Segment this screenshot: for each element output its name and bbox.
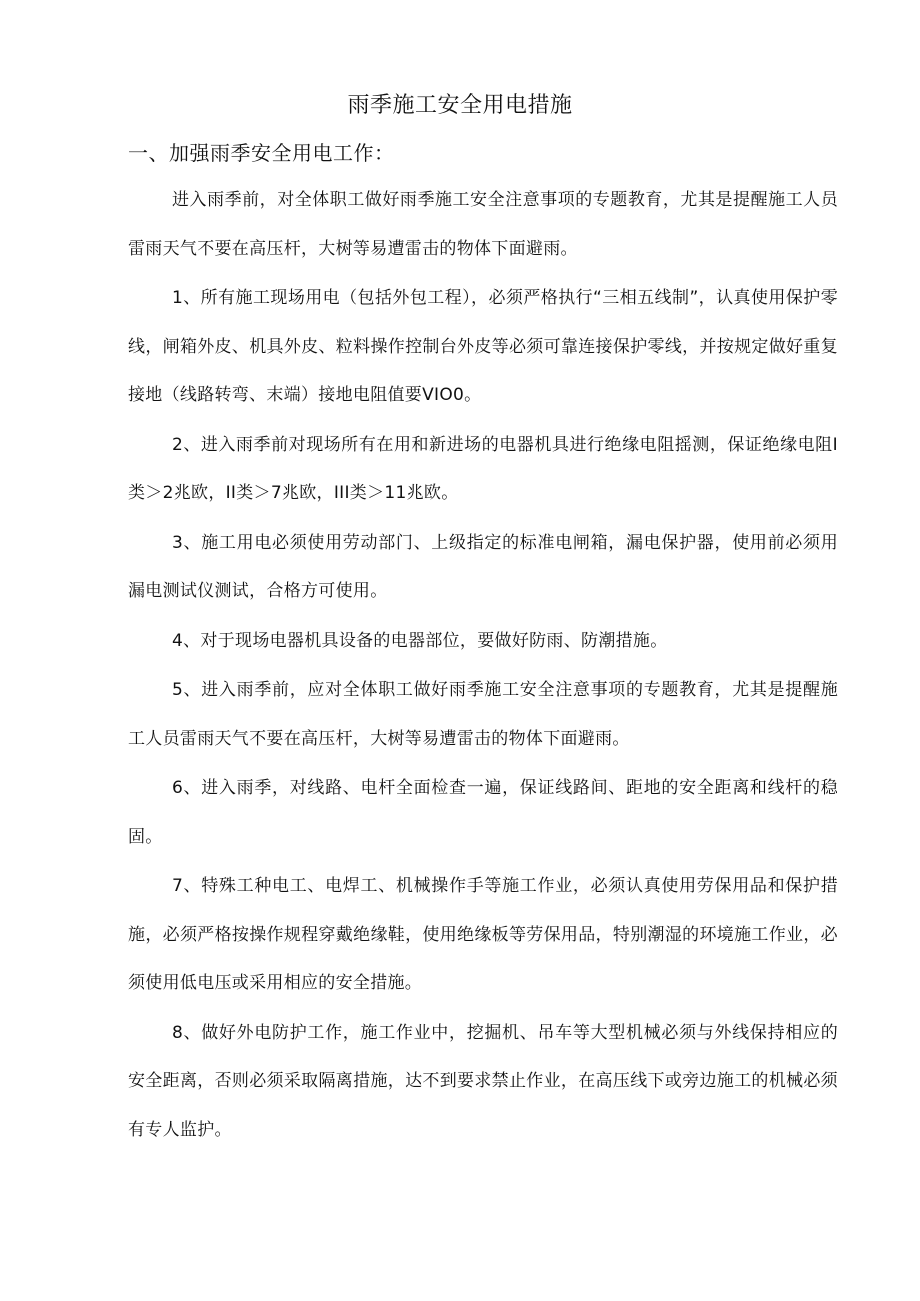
paragraph-item-8: 8、做好外电防护工作，施工作业中，挖掘机、吊车等大型机械必须与外线保持相应的安全距离，否则必须采取隔离措施，达不到要求禁止作业，在高压线下或旁边施工的机械必须有专人监护。 xyxy=(128,1022,838,1140)
document-body xyxy=(128,176,838,1155)
paragraph-item-2: 2、进入雨季前对现场所有在用和新进场的电器机具进行绝缘电阻摇测，保证绝缘电阻I类＞2兆欧，II类＞7兆欧，III类＞11兆欧。 xyxy=(128,434,838,503)
paragraph-item-5: 5、进入雨季前，应对全体职工做好雨季施工安全注意事项的专题教育，尤其是提醒施工人员雷雨天气不要在高压杆，大树等易遭雷击的物体下面避雨。 xyxy=(128,680,838,749)
paragraph-intro: 进入雨季前，对全体职工做好雨季施工安全注意事项的专题教育，尤其是提醒施工人员雷雨天气不要在高压杆，大树等易遭雷击的物体下面避雨。 xyxy=(128,190,838,259)
document-title: 雨季施工安全用电措施 xyxy=(347,93,573,118)
paragraph-item-1: 1、所有施工现场用电（包括外包工程），必须严格执行“三相五线制”，认真使用保护零线，闸箱外皮、机具外皮、粒料操作控制台外皮等必须可靠连接保护零线，并按规定做好重复接地（线路转弯、末端）接地电阻值要VIO0。 xyxy=(128,288,838,405)
paragraph-item-4: 4、对于现场电器机具设备的电器部位，要做好防雨、防潮措施。 xyxy=(172,630,668,651)
section-heading: 一、加强雨季安全用电工作： xyxy=(128,141,395,165)
paragraph-item-7: 7、特殊工种电工、电焊工、机械操作手等施工作业，必须认真使用劳保用品和保护措施，必须严格按操作规程穿戴绝缘鞋，使用绝缘板等劳保用品，特别潮湿的环境施工作业，必须使用低电压或采用相应的安全措施。 xyxy=(128,876,838,993)
paragraph-item-3: 3、施工用电必须使用劳动部门、上级指定的标准电闸箱，漏电保护器，使用前必须用漏电测试仪测试，合格方可使用。 xyxy=(128,532,838,601)
paragraph-item-6: 6、进入雨季，对线路、电杆全面检查一遍，保证线路间、距地的安全距离和线杆的稳固。 xyxy=(128,778,838,847)
